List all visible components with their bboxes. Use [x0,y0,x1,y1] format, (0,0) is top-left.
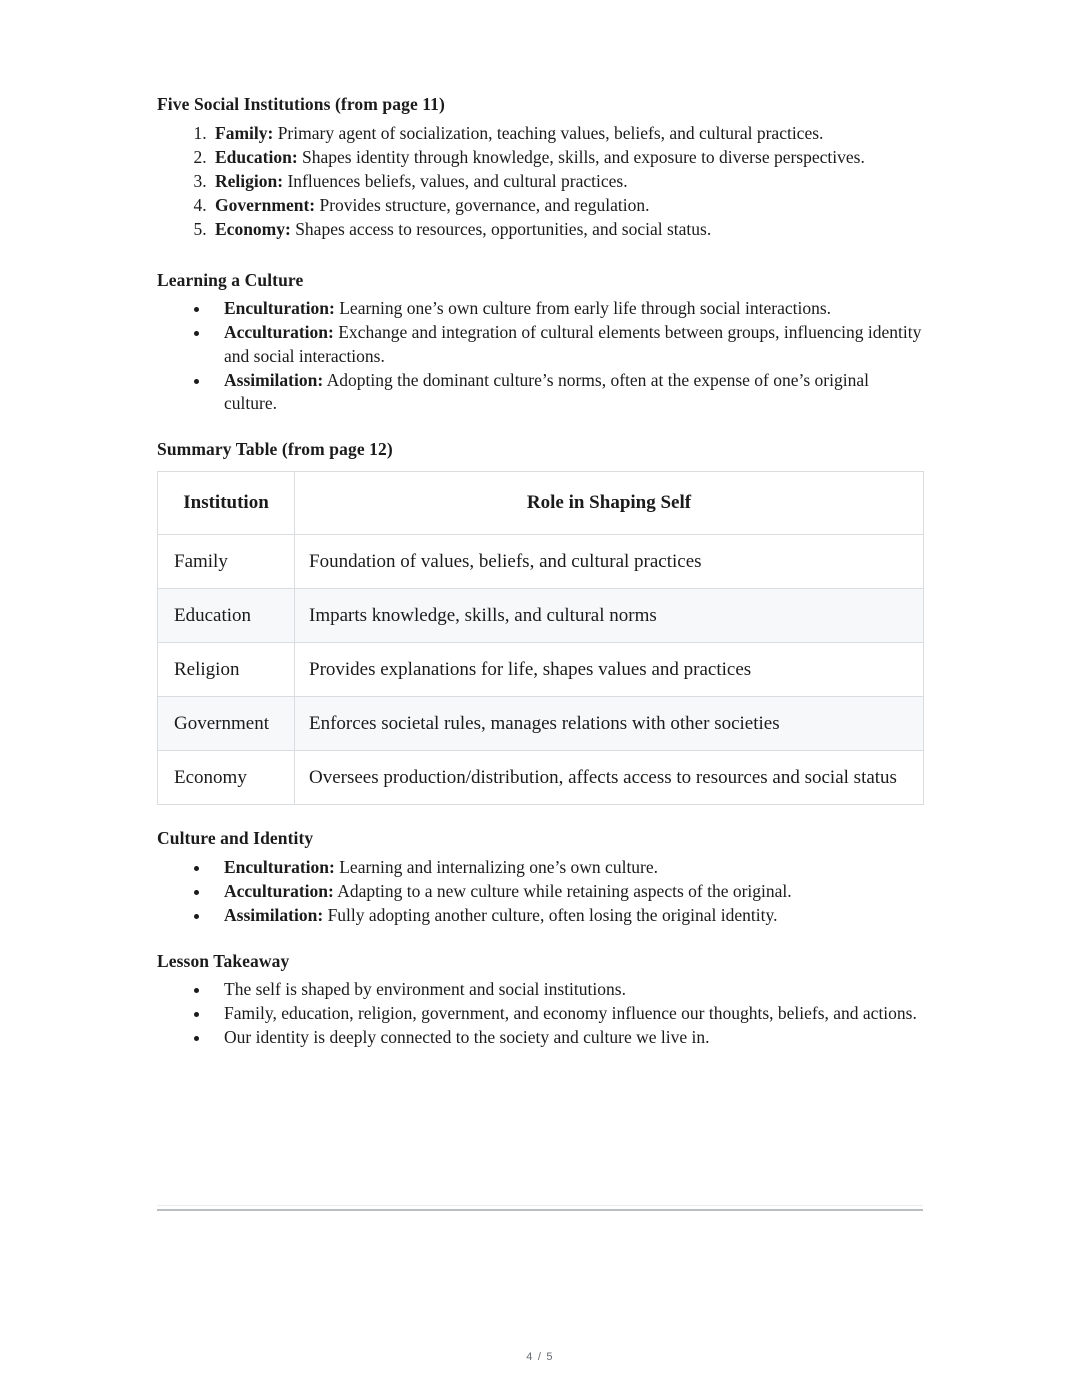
list-item-text: Adopting the dominant culture’s norms, often at the expense of one’s original culture. [224,369,869,414]
list-item [211,856,923,880]
cell-role: Provides explanations for life, shapes values and practices [295,642,924,696]
table-row [158,642,924,696]
list-culture-and-identity [157,856,923,928]
list-item [211,904,923,928]
cell-role: Oversees production/distribution, affects access to resources and social status [295,750,924,804]
document-content [157,93,923,1050]
table-row [158,534,924,588]
cell-role: Imparts knowledge, skills, and cultural norms [295,588,924,642]
list-item-text: Shapes identity through knowledge, skills, and exposure to diverse perspectives. [297,146,865,167]
table-row [158,696,924,750]
list-item-text: Our identity is deeply connected to the society and culture we live in. [224,1027,710,1048]
list-item-text: The self is shaped by environment and social institutions. [224,979,626,1000]
list-item-text: Influences beliefs, values, and cultural practices. [283,170,628,191]
column-header-role: Role in Shaping Self [295,471,924,534]
heading-learning-a-culture: Learning a Culture [157,269,304,290]
cell-role: Enforces societal rules, manages relations with other societies [295,696,924,750]
list-item [211,122,923,146]
heading-culture-and-identity: Culture and Identity [157,827,314,848]
heading-summary-table: Summary Table (from page 12) [157,439,393,460]
list-item-term: Acculturation: [224,322,334,343]
list-item [211,218,923,242]
list-item-term: Assimilation: [224,369,324,390]
heading-lesson-takeaway: Lesson Takeaway [157,950,290,971]
list-item-text: Learning one’s own culture from early life through social interactions. [334,298,832,319]
list-learning-a-culture [157,297,923,416]
list-item-term: Assimilation: [224,904,324,925]
summary-table-body [158,534,924,804]
cell-institution: Family [158,534,295,588]
list-item-text: Shapes access to resources, opportunities, and social status. [290,218,712,239]
list-item [211,369,923,416]
list-item [211,321,923,368]
list-item [211,194,923,218]
list-item-term: Economy: [215,218,291,239]
list-item-term: Enculturation: [224,856,335,877]
list-item-term: Family: [215,122,274,143]
section-divider [157,1209,923,1211]
list-five-social-institutions [157,122,923,242]
list-item [211,297,923,321]
table-row [158,750,924,804]
list-item-term: Religion: [215,170,284,191]
list-item-term: Government: [215,194,316,215]
list-item-text: Family, education, religion, government, and economy influence our thoughts, beliefs, and actions. [224,1003,917,1024]
page-number-footer: 4 / 5 [526,1351,554,1363]
list-item [211,170,923,194]
list-item-term: Enculturation: [224,298,335,319]
list-item [211,1002,923,1026]
list-item [211,978,923,1002]
list-item-text: Primary agent of socialization, teaching values, beliefs, and cultural practices. [273,122,824,143]
cell-institution: Government [158,696,295,750]
cell-institution: Religion [158,642,295,696]
table-header-row [158,471,924,534]
cell-institution: Education [158,588,295,642]
list-item-text: Adapting to a new culture while retaining aspects of the original. [333,880,792,901]
list-item-text: Fully adopting another culture, often losing the original identity. [323,904,778,925]
cell-institution: Economy [158,750,295,804]
list-item-text: Learning and internalizing one’s own culture. [334,856,659,877]
table-row [158,588,924,642]
list-item [211,1026,923,1050]
list-item-text: Exchange and integration of cultural elements between groups, influencing identity and social interactions. [224,322,922,366]
list-item-term: Acculturation: [224,880,334,901]
summary-table-head [158,471,924,534]
list-item [211,146,923,170]
list-lesson-takeaway [157,978,923,1050]
list-item [211,880,923,904]
list-item-text: Provides structure, governance, and regulation. [315,194,650,215]
heading-five-social-institutions: Five Social Institutions (from page 11) [157,94,445,114]
summary-table [157,471,924,805]
list-item-term: Education: [215,146,298,167]
column-header-institution: Institution [158,471,295,534]
cell-role: Foundation of values, beliefs, and cultural practices [295,534,924,588]
section-divider-soft [157,1205,923,1206]
